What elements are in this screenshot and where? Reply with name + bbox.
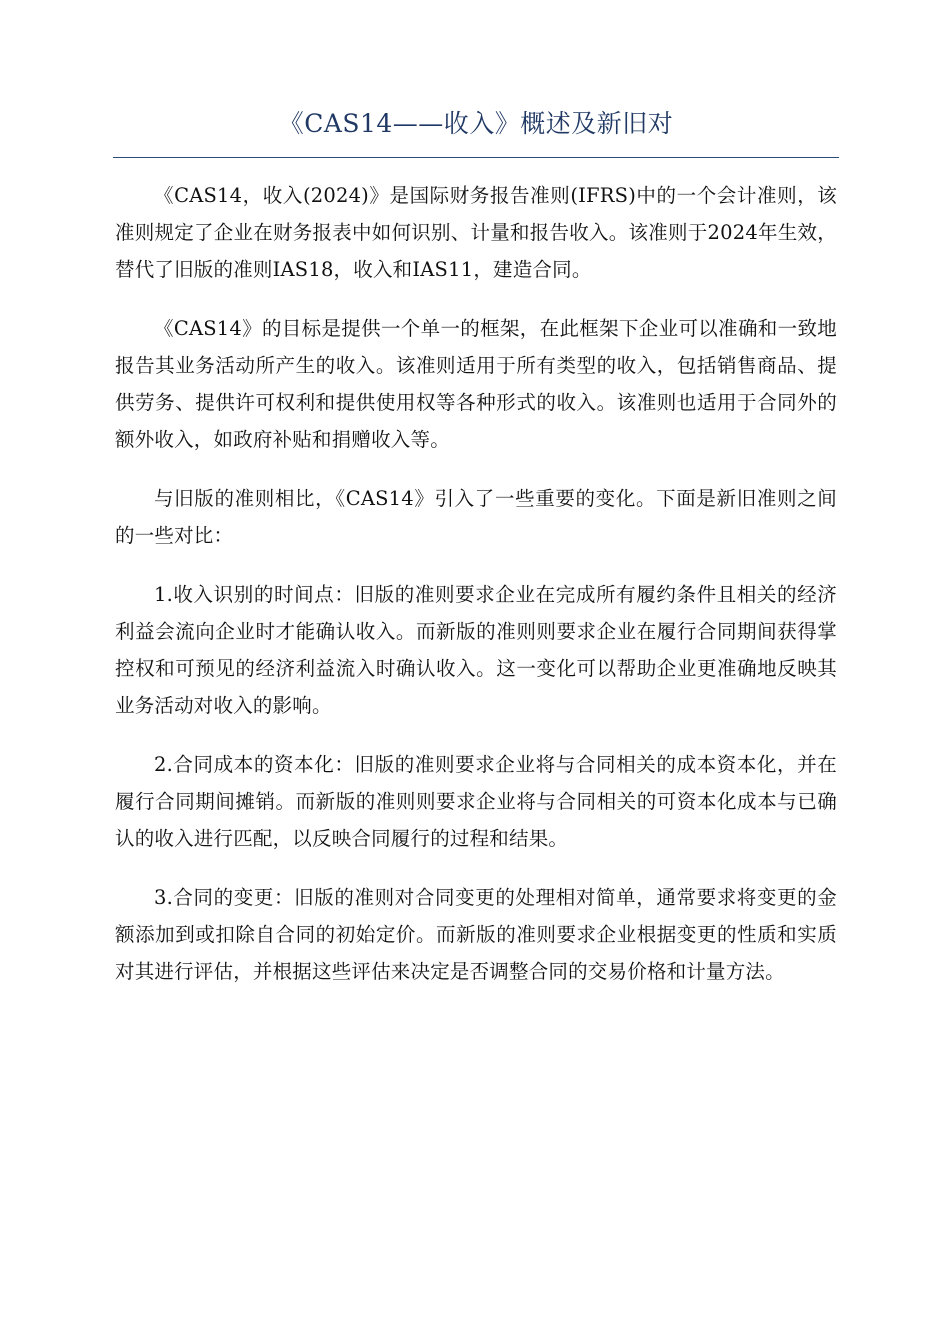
paragraph-objective: 《CAS14》的目标是提供一个单一的框架，在此框架下企业可以准确和一致地报告其业务活动所产生的收入。该准则适用于所有类型的收入，包括销售商品、提供劳务、提供许可权利和提供使用权等各种形式的收入。该准则也适用于合同外的额外收入，如政府补贴和捐赠收入等。 [115, 317, 837, 451]
paragraph-point-2: 2.合同成本的资本化：旧版的准则要求企业将与合同相关的成本资本化，并在履行合同期间摊销。而新版的准则则要求企业将与合同相关的可资本化成本与已确认的收入进行匹配，以反映合同履行的过程和结果。 [115, 753, 837, 850]
paragraph-point-1: 1.收入识别的时间点：旧版的准则要求企业在完成所有履约条件且相关的经济利益会流向企业时才能确认收入。而新版的准则则要求企业在履行合同期间获得掌控权和可预见的经济利益流入时确认收入。这一变化可以帮助企业更准确地反映其业务活动对收入的影响。 [115, 583, 837, 717]
document-body [115, 177, 837, 1012]
document-title: 《CAS14——收入》概述及新旧对 [278, 109, 674, 138]
paragraph-comparison-intro: 与旧版的准则相比，《CAS14》引入了一些重要的变化。下面是新旧准则之间的一些对比： [115, 487, 837, 547]
paragraph-point-3: 3.合同的变更：旧版的准则对合同变更的处理相对简单，通常要求将变更的金额添加到或扣除自合同的初始定价。而新版的准则要求企业根据变更的性质和实质对其进行评估，并根据这些评估来决定是否调整合同的交易价格和计量方法。 [115, 886, 837, 983]
title-divider [113, 157, 839, 158]
paragraph-intro: 《CAS14，收入(2024)》是国际财务报告准则(IFRS)中的一个会计准则，该准则规定了企业在财务报表中如何识别、计量和报告收入。该准则于2024年生效，替代了旧版的准则IAS18，收入和IAS11，建造合同。 [115, 184, 837, 281]
